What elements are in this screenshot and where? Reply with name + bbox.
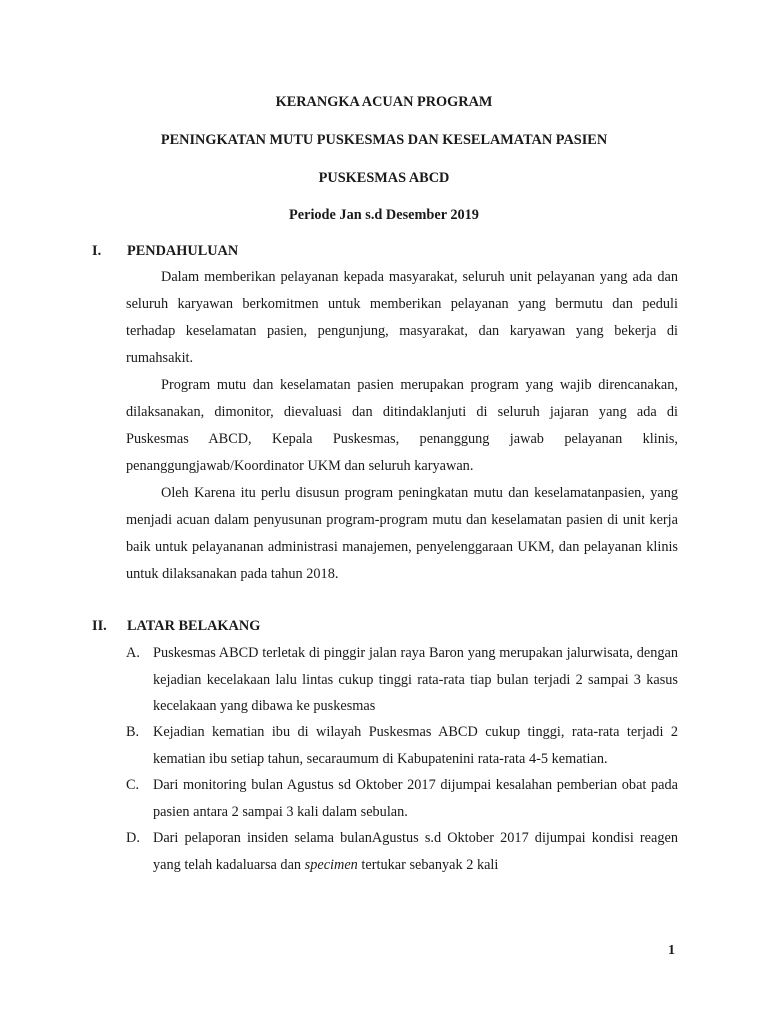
section-number: II. xyxy=(92,618,107,634)
list-item-text: Kejadian kematian ibu di wilayah Puskesmas ABCD cukup tinggi, rata-rata terjadi 2 kematian ibu setiap tahun, secaraumum di Kabupatenini rata-rata 4-5 kematian. xyxy=(153,724,678,767)
section-number: I. xyxy=(92,243,102,259)
list-item-letter: C. xyxy=(126,777,140,793)
section-heading-latar-belakang xyxy=(92,617,260,635)
list-item xyxy=(126,640,678,720)
section-title: PENDAHULUAN xyxy=(127,243,239,259)
italic-term: specimen xyxy=(304,856,358,873)
document-period: Periode Jan s.d Desember 2019 xyxy=(289,207,479,223)
background-list xyxy=(126,772,678,825)
list-item-letter: D. xyxy=(126,830,140,846)
section-heading-pendahuluan xyxy=(92,242,238,260)
list-item-text-part: Dari pelaporan insiden selama bulanAgustus s.d Oktober 2017 dijumpai kondisi reagen yang telah kadaluarsa dan xyxy=(153,830,678,873)
list-item-text: Dari monitoring bulan Agustus sd Oktober 2017 dijumpai kesalahan pemberian obat pada pasien antara 2 sampai 3 kali dalam sebulan. xyxy=(153,777,678,820)
list-item xyxy=(126,719,678,772)
document-subtitle: PENINGKATAN MUTU PUSKESMAS DAN KESELAMATAN PASIEN xyxy=(160,132,608,148)
background-list xyxy=(126,640,678,720)
list-item-text: Puskesmas ABCD terletak di pinggir jalan raya Baron yang merupakan jalurwisata, dengan kejadian kecelakaan lalu lintas cukup tinggi rata-rata tiap bulan terjadi 2 sampai 3 kasus kecelakaan yang dibawa ke puskesmas xyxy=(153,645,678,714)
list-item xyxy=(126,772,678,825)
list-item-text-part: tertukar sebanyak 2 kali xyxy=(357,856,499,873)
list-item-text xyxy=(153,825,678,878)
section-title: LATAR BELAKANG xyxy=(127,618,261,634)
list-item-letter: A. xyxy=(126,645,140,661)
background-list xyxy=(126,825,678,878)
list-item xyxy=(126,825,678,878)
document-title: KERANGKA ACUAN PROGRAM xyxy=(275,94,493,110)
organization-name: PUSKESMAS ABCD xyxy=(318,170,450,186)
list-item-letter: B. xyxy=(126,724,140,740)
background-list xyxy=(126,719,678,772)
paragraph: Dalam memberikan pelayanan kepada masyarakat, seluruh unit pelayanan yang ada dan seluruh karyawan berkomitmen untuk memberikan pelayanan yang bermutu dan peduli terhadap keselamatan pasien, pengunjung, masyarakat, dan karyawan yang bekerja di rumahsakit. xyxy=(126,269,678,366)
paragraph: Oleh Karena itu perlu disusun program peningkatan mutu dan keselamatanpasien, yang menjadi acuan dalam penyusunan program-program mutu dan keselamatan pasien di unit kerja baik untuk pelayananan administrasi manajemen, penyelenggaraan UKM, dan pelayanan klinis untuk dilaksanakan pada tahun 2018. xyxy=(126,485,678,582)
page-number: 1 xyxy=(668,943,675,958)
paragraph: Program mutu dan keselamatan pasien merupakan program yang wajib direncanakan, dilaksanakan, dimonitor, dievaluasi dan ditindaklanjuti di seluruh jajaran yang ada di Puskesmas ABCD, Kepala Puskesmas, penanggung jawab pelayanan klinis, penanggungjawab/Koordinator UKM dan seluruh karyawan. xyxy=(126,377,678,474)
